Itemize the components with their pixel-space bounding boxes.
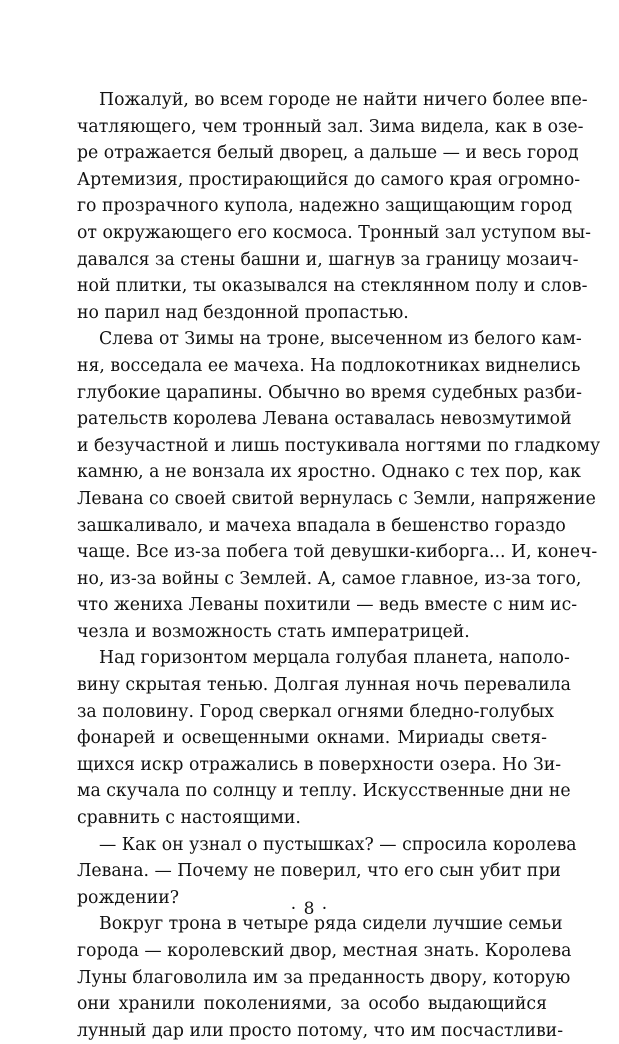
text-line: сравнить с настоящими.: [77, 808, 301, 829]
text-line: но парил над бездонной пропастью.: [77, 302, 409, 323]
text-line: Над горизонтом мерцала голубая планета, наполо-: [99, 648, 570, 669]
text-line: ной плитки, ты оказывался на стеклянном полу и слов-: [77, 276, 588, 297]
text-line: ня, восседала ее мачеха. На подлокотниках виднелись: [77, 355, 581, 376]
text-line: лунный дар или просто потому, что им посчастливи-: [77, 1020, 564, 1041]
text-line: но, из-за войны с Землей. А, самое главное, из-за того,: [77, 568, 582, 589]
text-line: Луны благоволила им за преданность двору, которую: [77, 967, 571, 988]
text-line: рождении?: [77, 887, 180, 908]
text-line: чаще. Все из-за побега той девушки-киборга... И, конеч-: [77, 542, 598, 563]
text-line: чезла и возможность стать императрицей.: [77, 621, 470, 642]
text-line: они хранили поколениями, за особо выдающийся: [77, 994, 547, 1015]
text-line: ре отражается белый дворец, а дальше — и весь город: [77, 143, 579, 164]
paragraph: [77, 87, 592, 326]
text-line: камню, а не вонзала их яростно. Однако с тех пор, как: [77, 462, 581, 483]
text-line: Вокруг трона в четыре ряда сидели лучшие семьи: [99, 914, 563, 935]
text-line: — Как он узнал о пустышках? — спросила королева: [99, 834, 577, 855]
text-line: и безучастной и лишь постукивала ногтями по гладкому: [77, 435, 601, 456]
text-line: глубокие царапины. Обычно во время судебных разби-: [77, 382, 582, 403]
text-line: Слева от Зимы на троне, высеченном из белого кам-: [99, 329, 582, 350]
text-line: что жениха Леваны похитили — ведь вместе с ним ис-: [77, 595, 578, 616]
text-line: города — королевский двор, местная знать. Королева: [77, 941, 572, 961]
text-line: го прозрачного купола, надежно защищающим город: [77, 196, 572, 217]
text-line: чатляющего, чем тронный зал. Зима видела, как в озе-: [77, 116, 584, 137]
text-line: ма скучала по солнцу и теплу. Искусственные дни не: [77, 781, 571, 802]
page-number: · 8 ·: [290, 899, 329, 919]
text-line: зашкаливало, и мачеха впадала в бешенство гораздо: [77, 515, 566, 536]
text-line: Пожалуй, во всем городе не найти ничего более впе-: [99, 90, 588, 110]
text-line: Левана. — Почему не поверил, что его сын убит при: [77, 861, 561, 882]
text-line: Артемизия, простирающийся до самого края огромно-: [77, 169, 581, 190]
text-line: давался за стены башни и, шагнув за границу мозаич-: [77, 249, 579, 270]
text-line: вину скрытая тенью. Долгая лунная ночь перевалила: [77, 675, 571, 696]
paragraph: [77, 911, 572, 1044]
text-line: щихся искр отражались в поверхности озера. Но Зи-: [77, 754, 562, 775]
paragraph: [77, 645, 571, 831]
text-line: фонарей и освещенными окнами. Мириады светя-: [77, 728, 547, 749]
text-line: рательств королева Левана оставалась невозмутимой: [77, 409, 572, 430]
paragraph: [77, 326, 601, 645]
text-line: за половину. Город сверкал огнями бледно-голубых: [77, 701, 555, 722]
text-line: Левана со своей свитой вернулась с Земли, напряжение: [77, 488, 596, 509]
text-line: от окружающего его космоса. Тронный зал уступом вы-: [77, 222, 592, 243]
